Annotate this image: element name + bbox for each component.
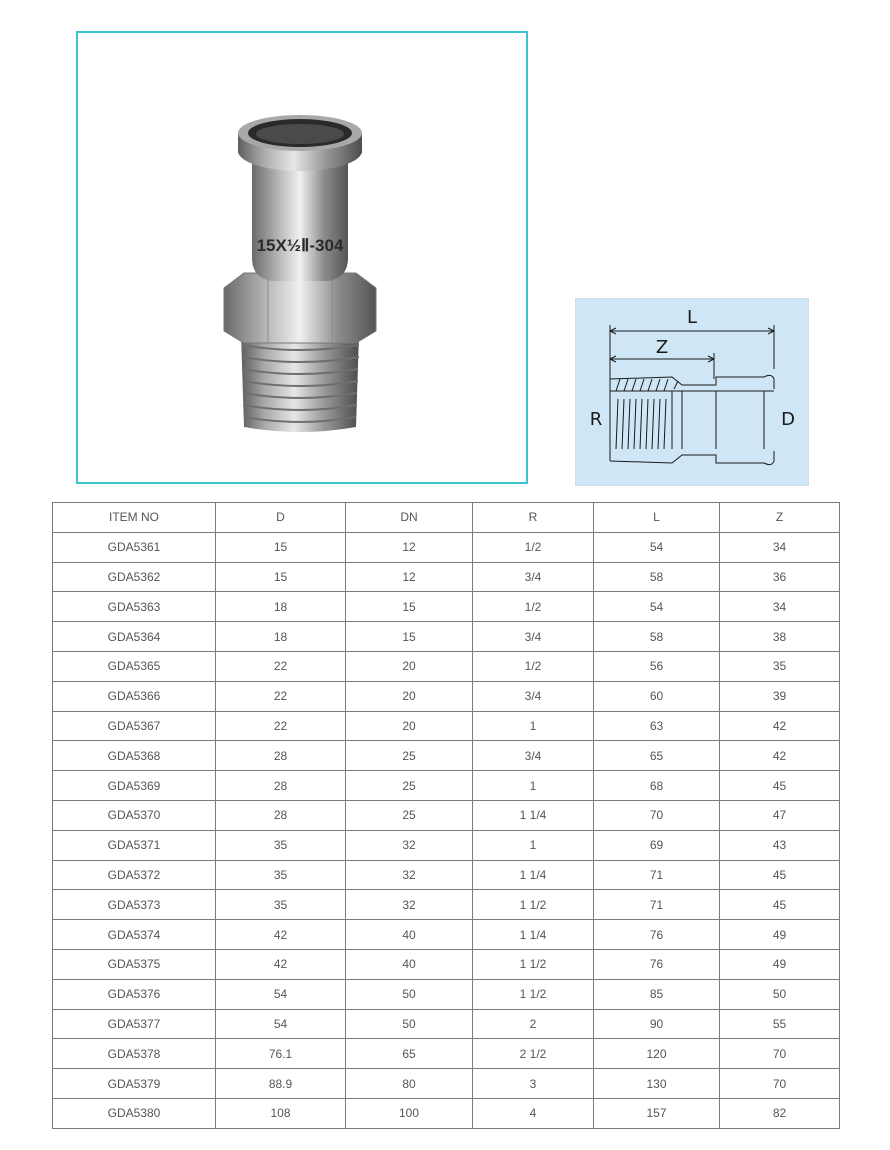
- cell-r: 2: [473, 1009, 594, 1039]
- col-header-r: R: [473, 503, 594, 533]
- cell-l: 68: [594, 771, 720, 801]
- cell-item-no: GDA5371: [53, 830, 216, 860]
- table-row: [53, 592, 840, 622]
- cell-item-no: GDA5370: [53, 800, 216, 830]
- cell-dn: 40: [346, 949, 473, 979]
- cell-r: 1 1/2: [473, 979, 594, 1009]
- cell-l: 71: [594, 890, 720, 920]
- cell-item-no: GDA5361: [53, 532, 216, 562]
- cell-r: 1 1/4: [473, 920, 594, 950]
- cell-r: 2 1/2: [473, 1039, 594, 1069]
- cell-d: 15: [216, 562, 346, 592]
- cell-l: 120: [594, 1039, 720, 1069]
- cell-l: 157: [594, 1098, 720, 1128]
- cell-item-no: GDA5380: [53, 1098, 216, 1128]
- label-Z: Z: [655, 337, 669, 358]
- col-header-item-no: ITEM NO: [53, 503, 216, 533]
- cell-item-no: GDA5372: [53, 860, 216, 890]
- table-row: [53, 1098, 840, 1128]
- cell-r: 1 1/4: [473, 800, 594, 830]
- cell-z: 35: [720, 651, 840, 681]
- cell-l: 85: [594, 979, 720, 1009]
- cell-dn: 20: [346, 681, 473, 711]
- cell-dn: 80: [346, 1069, 473, 1099]
- cell-d: 18: [216, 592, 346, 622]
- cell-l: 58: [594, 622, 720, 652]
- cell-l: 54: [594, 592, 720, 622]
- cell-l: 65: [594, 741, 720, 771]
- cell-dn: 32: [346, 890, 473, 920]
- cell-z: 70: [720, 1069, 840, 1099]
- cell-item-no: GDA5376: [53, 979, 216, 1009]
- cell-d: 15: [216, 532, 346, 562]
- cell-z: 82: [720, 1098, 840, 1128]
- cell-l: 70: [594, 800, 720, 830]
- cell-d: 35: [216, 830, 346, 860]
- cell-z: 43: [720, 830, 840, 860]
- cell-l: 58: [594, 562, 720, 592]
- cell-item-no: GDA5378: [53, 1039, 216, 1069]
- cell-dn: 65: [346, 1039, 473, 1069]
- table-row: [53, 979, 840, 1009]
- cell-dn: 20: [346, 711, 473, 741]
- cell-item-no: GDA5368: [53, 741, 216, 771]
- cell-item-no: GDA5362: [53, 562, 216, 592]
- col-header-d: D: [216, 503, 346, 533]
- cell-r: 1/2: [473, 651, 594, 681]
- dimension-diagram: [575, 298, 809, 486]
- cell-dn: 12: [346, 562, 473, 592]
- cell-z: 38: [720, 622, 840, 652]
- cell-dn: 15: [346, 622, 473, 652]
- cell-z: 50: [720, 979, 840, 1009]
- cell-z: 45: [720, 890, 840, 920]
- cell-z: 49: [720, 920, 840, 950]
- cell-d: 108: [216, 1098, 346, 1128]
- cell-dn: 25: [346, 800, 473, 830]
- table-row: [53, 830, 840, 860]
- table-row: [53, 562, 840, 592]
- cell-r: 3/4: [473, 681, 594, 711]
- cell-z: 42: [720, 711, 840, 741]
- table-row: [53, 890, 840, 920]
- cell-d: 88.9: [216, 1069, 346, 1099]
- cell-z: 70: [720, 1039, 840, 1069]
- cell-z: 55: [720, 1009, 840, 1039]
- cell-item-no: GDA5364: [53, 622, 216, 652]
- cell-r: 1 1/2: [473, 890, 594, 920]
- table-row: [53, 711, 840, 741]
- cell-d: 28: [216, 800, 346, 830]
- cell-dn: 25: [346, 771, 473, 801]
- dimension-diagram-drawing: [576, 299, 808, 485]
- cell-l: 71: [594, 860, 720, 890]
- cell-d: 28: [216, 741, 346, 771]
- cell-l: 76: [594, 920, 720, 950]
- label-L: L: [686, 307, 698, 328]
- cell-l: 76: [594, 949, 720, 979]
- cell-dn: 12: [346, 532, 473, 562]
- cell-d: 35: [216, 890, 346, 920]
- table-row: [53, 771, 840, 801]
- cell-l: 90: [594, 1009, 720, 1039]
- table-row: [53, 741, 840, 771]
- col-header-l: L: [594, 503, 720, 533]
- cell-l: 130: [594, 1069, 720, 1099]
- cell-item-no: GDA5377: [53, 1009, 216, 1039]
- cell-item-no: GDA5365: [53, 651, 216, 681]
- cell-r: 1: [473, 830, 594, 860]
- cell-z: 42: [720, 741, 840, 771]
- cell-l: 63: [594, 711, 720, 741]
- table-row: [53, 622, 840, 652]
- cell-d: 76.1: [216, 1039, 346, 1069]
- cell-l: 56: [594, 651, 720, 681]
- cell-dn: 20: [346, 651, 473, 681]
- cell-d: 28: [216, 771, 346, 801]
- cell-z: 45: [720, 771, 840, 801]
- cell-l: 54: [594, 532, 720, 562]
- cell-z: 34: [720, 532, 840, 562]
- cell-d: 54: [216, 1009, 346, 1039]
- table-row: [53, 920, 840, 950]
- cell-r: 1/2: [473, 592, 594, 622]
- cell-r: 3/4: [473, 622, 594, 652]
- cell-l: 60: [594, 681, 720, 711]
- table-row: [53, 1009, 840, 1039]
- cell-r: 3/4: [473, 562, 594, 592]
- col-header-z: Z: [720, 503, 840, 533]
- cell-item-no: GDA5369: [53, 771, 216, 801]
- cell-z: 49: [720, 949, 840, 979]
- cell-item-no: GDA5374: [53, 920, 216, 950]
- cell-z: 36: [720, 562, 840, 592]
- cell-r: 1 1/4: [473, 860, 594, 890]
- cell-dn: 25: [346, 741, 473, 771]
- press-male-adapter-image: [78, 33, 526, 482]
- cell-r: 1: [473, 711, 594, 741]
- cell-d: 22: [216, 651, 346, 681]
- cell-d: 42: [216, 920, 346, 950]
- cell-r: 1 1/2: [473, 949, 594, 979]
- product-photo-frame: [76, 31, 528, 484]
- cell-item-no: GDA5373: [53, 890, 216, 920]
- cell-item-no: GDA5367: [53, 711, 216, 741]
- table-row: [53, 1039, 840, 1069]
- table-row: [53, 681, 840, 711]
- cell-z: 34: [720, 592, 840, 622]
- cell-dn: 32: [346, 860, 473, 890]
- cell-item-no: GDA5375: [53, 949, 216, 979]
- cell-item-no: GDA5363: [53, 592, 216, 622]
- cell-dn: 50: [346, 979, 473, 1009]
- cell-l: 69: [594, 830, 720, 860]
- cell-d: 22: [216, 681, 346, 711]
- spec-table: [52, 502, 840, 1129]
- cell-r: 3: [473, 1069, 594, 1099]
- cell-dn: 15: [346, 592, 473, 622]
- cell-dn: 100: [346, 1098, 473, 1128]
- cell-z: 47: [720, 800, 840, 830]
- cell-z: 39: [720, 681, 840, 711]
- cell-r: 1: [473, 771, 594, 801]
- cell-dn: 50: [346, 1009, 473, 1039]
- table-header-row: [53, 503, 840, 533]
- cell-r: 1/2: [473, 532, 594, 562]
- cell-d: 18: [216, 622, 346, 652]
- cell-d: 35: [216, 860, 346, 890]
- cell-d: 22: [216, 711, 346, 741]
- table-row: [53, 860, 840, 890]
- label-D: D: [781, 409, 795, 430]
- cell-dn: 40: [346, 920, 473, 950]
- table-row: [53, 651, 840, 681]
- table-body: [53, 532, 840, 1128]
- product-marking: 15X½Ⅱ-304: [256, 236, 344, 255]
- table-row: [53, 800, 840, 830]
- table-row: [53, 949, 840, 979]
- label-R: R: [589, 409, 603, 430]
- cell-d: 42: [216, 949, 346, 979]
- table-row: [53, 1069, 840, 1099]
- cell-z: 45: [720, 860, 840, 890]
- cell-item-no: GDA5379: [53, 1069, 216, 1099]
- table-row: [53, 532, 840, 562]
- cell-item-no: GDA5366: [53, 681, 216, 711]
- cell-r: 3/4: [473, 741, 594, 771]
- cell-d: 54: [216, 979, 346, 1009]
- cell-r: 4: [473, 1098, 594, 1128]
- cell-dn: 32: [346, 830, 473, 860]
- col-header-dn: DN: [346, 503, 473, 533]
